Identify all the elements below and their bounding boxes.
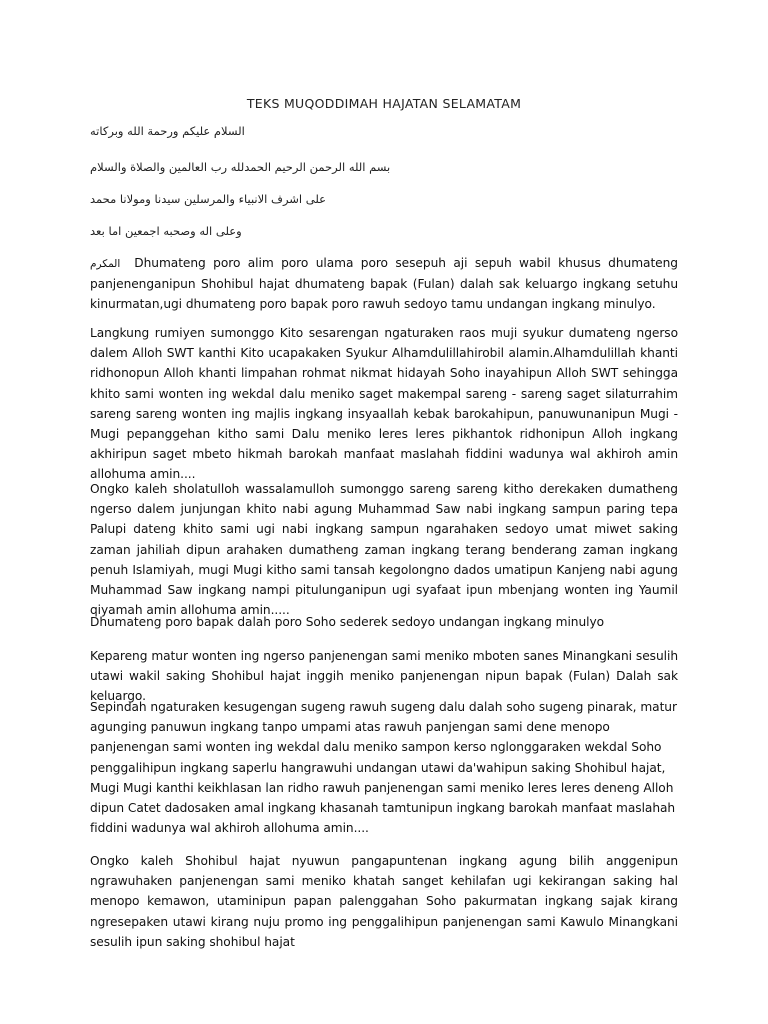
- paragraph-salawat: Ongko kaleh sholatulloh wassalamulloh sumonggo sareng sareng kitho derekaken dumatheng ngerso dalem junjungan khito nabi agung Muhammad Saw nabi ingkang sampun paring tepa Palupi dateng khito sami ugi nabi ingkang sampun ngarahaken sedoyo umat miwet saking zaman jahiliah dipun arahaken dumatheng zaman ingkang terang benderang zaman ingkang penuh Islamiyah, mugi Mugi kitho sami tansah kegolongno dados umatipun Kanjeng nabi agung Muhammad Saw ingkang nampi pitulunganipun ugi syafaat ipun mbenjang wonten ing Yaumil qiyamah amin allohuma amin.....: [90, 482, 678, 618]
- arabic-greeting-line: السلام عليكم ورحمة الله وبركاته: [90, 124, 245, 138]
- paragraph-welcome-thanks: Sepindah ngaturaken kesugengan sugeng rawuh sugeng dalu dalah soho sugeng pinarak, matur agunging panuwun ingkang tanpo umpami atas rawuh panjengan sami dene menopo panjenengan sami wonten ing wekdal dalu meniko sampon kerso nglonggaraken wekdal Soho penggalihipun ingkang saperlu hangrawuhi undangan utawi da'wahipun saking Shohibul hajat, Mugi Mugi kanthi keikhlasan lan ridho rawuh panjenengan sami meniko leres leres deneng Alloh dipun Catet dadosaken amal ingkang khasanah tamtunipun ingkang barokah manfaat maslahah fiddini wadunya wal akhiroh allohuma amin....: [90, 700, 677, 836]
- paragraph-representative: Kepareng matur wonten ing ngerso panjenengan sami meniko mboten sanes Minangkani sesulih utawi wakil saking Shohibul hajat inggih meniko panjenengan nipun bapak (Fulan) Dalah sak keluargo.: [90, 649, 678, 704]
- arabic-al-mukarram: المكرم: [90, 258, 121, 270]
- arabic-salawat-line: على اشرف الانبياء والمرسلين سيدنا ومولانا محمد: [90, 192, 327, 206]
- paragraph-opening-address: [90, 253, 678, 315]
- arabic-amma-badu-line: وعلى اله وصحبه اجمعين اما بعد: [90, 224, 242, 238]
- paragraph-address-guests: Dhumateng poro bapak dalah poro Soho sederek sedoyo undangan ingkang minulyo: [90, 615, 605, 629]
- paragraph-apology: Ongko kaleh Shohibul hajat nyuwun pangapuntenan ingkang agung bilih anggenipun ngrawuhaken panjenengan sami meniko khatah sanget kehilafan ugi kekirangan saking hal menopo kemawon, utaminipun papan palenggahan Soho pakurmatan ingkang sajak kirang ngresepaken utawi kirang nuju promo ing penggalihipun panjenengan sami Kawulo Minangkani sesulih ipun saking shohibul hajat: [90, 854, 678, 949]
- arabic-basmalah-line: بسم الله الرحمن الرحيم الحمدلله رب العالمين والصلاة والسلام: [90, 160, 391, 174]
- paragraph-gratitude: Langkung rumiyen sumonggo Kito sesarengan ngaturaken raos muji syukur dumateng ngerso dalem Alloh SWT kanthi Kito ucapakaken Syukur Alhamdulillahirobil alamin.Alhamdulillah khanti ridhonopun Alloh khanti limpahan rohmat nikmat hidayah Soho inayahipun Alloh SWT sehingga khito sami wonten ing wekdal dalu meniko saget makempal sareng - sareng saget silaturrahim sareng sareng wonten ing majlis ingkang insyaallah kebak barokahipun, panuwunanipun Mugi - Mugi pepanggehan kitho sami Dalu meniko leres leres pikhantok ridhonipun Alloh ingkang akhiripun saget mbeto hikmah barokah manfaat maslahah fiddini wadunya wal akhiroh amin allohuma amin....: [90, 326, 678, 482]
- paragraph-opening-address-text: Dhumateng poro alim poro ulama poro sesepuh aji sepuh wabil khusus dhumateng panjenenganipun Shohibul hajat dhumateng bapak (Fulan) dalah sak keluargo ingkang setuhu kinurmatan,ugi dhumateng poro bapak poro rawuh sedoyo tamu undangan ingkang minulyo.: [90, 256, 678, 312]
- document-title: TEKS MUQODDIMAH HAJATAN SELAMATAM: [246, 96, 522, 111]
